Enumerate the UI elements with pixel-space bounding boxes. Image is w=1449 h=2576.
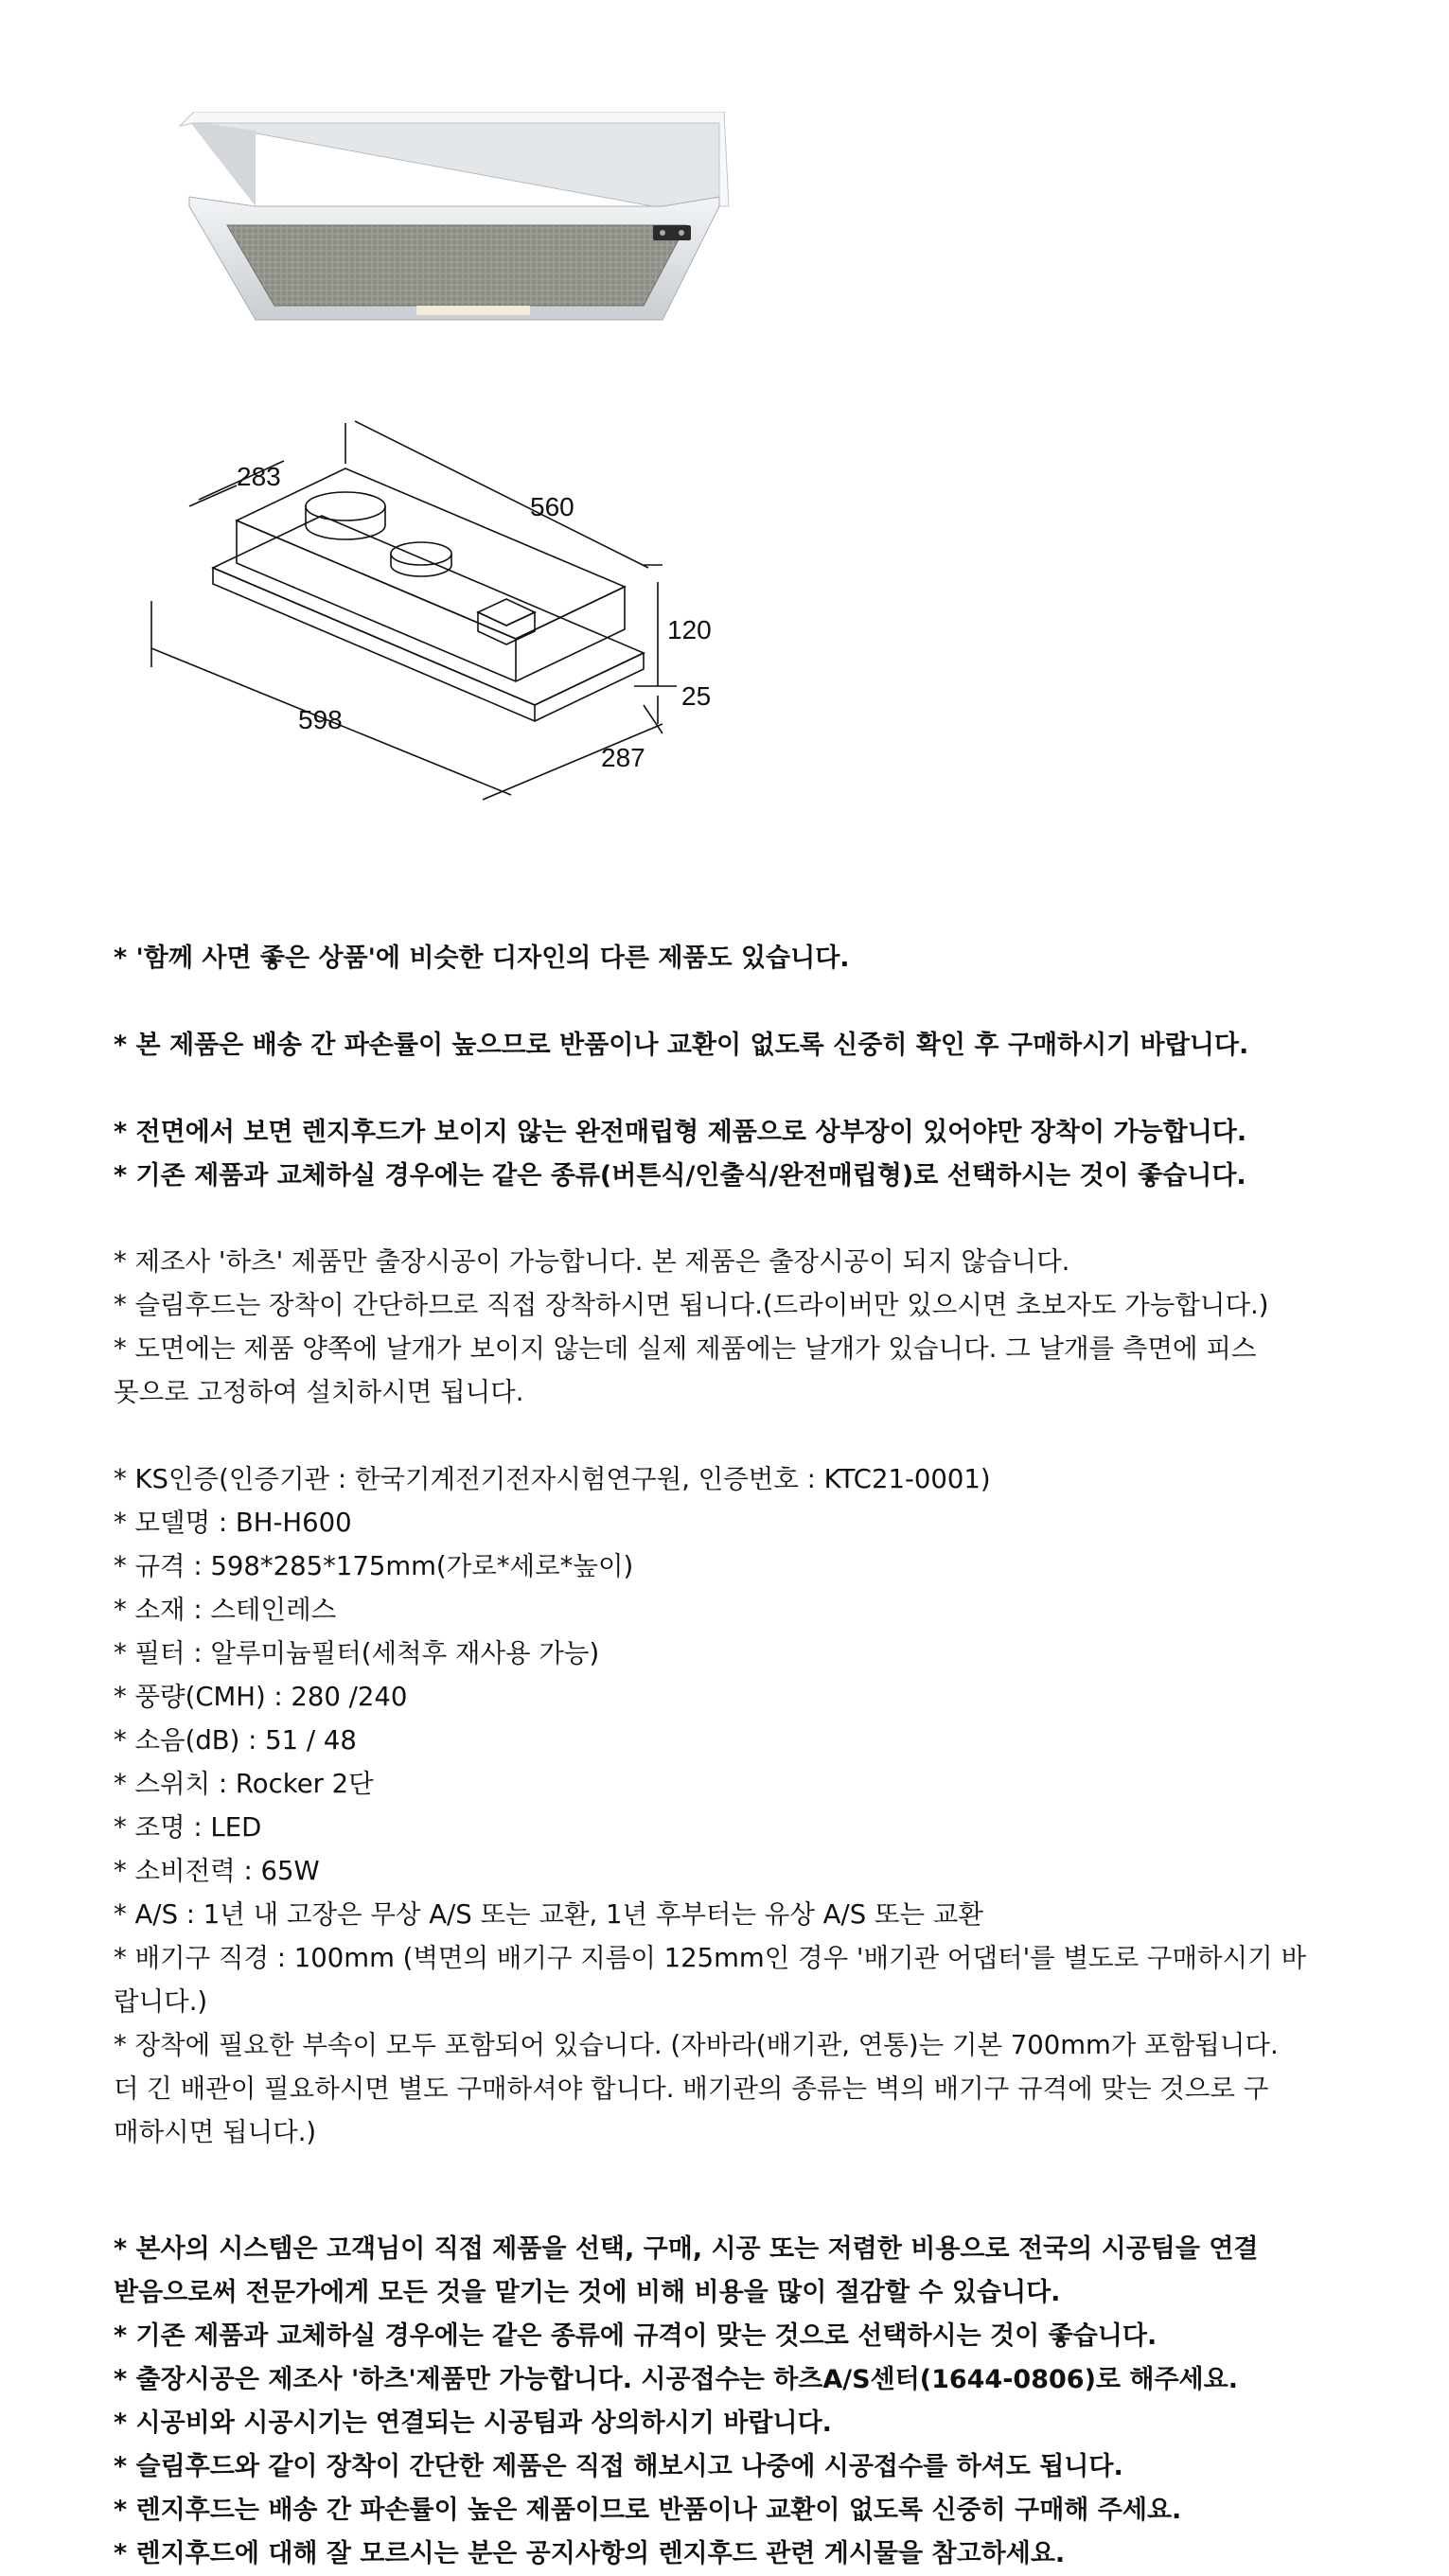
notice-line: * '함께 사면 좋은 상품'에 비슷한 디자인의 다른 제품도 있습니다. (114, 944, 850, 973)
install-note-line: * 제조사 '하츠' 제품만 출장시공이 가능합니다. 본 제품은 출장시공이 되지 않습니다. (114, 1246, 1070, 1277)
system-note-line: * 출장시공은 제조사 '하츠'제품만 가능합니다. 시공접수는 하츠A/S센터(1644-0806)로 해주세요. (114, 2365, 1238, 2394)
notice-line: * 전면에서 보면 렌지후드가 보이지 않는 완전매립형 제품으로 상부장이 있어야만 장착이 가능합니다. (114, 1118, 1247, 1147)
spec-list (114, 1457, 1363, 2154)
spec-line: * 배기구 직경 : 100mm (벽면의 배기구 지름이 125mm인 경우 '배기관 어댑터'를 별도로 구매하시기 바 (114, 1943, 1307, 1973)
dim-283: 283 (237, 462, 281, 491)
dim-120: 120 (667, 615, 712, 644)
install-note-line: * 도면에는 제품 양쪽에 날개가 보이지 않는데 실제 제품에는 날개가 있습니다. 그 날개를 측면에 피스 (114, 1333, 1257, 1364)
spec-line: * 소비전력 : 65W (114, 1856, 320, 1886)
dim-598: 598 (298, 705, 343, 734)
spec-line: * 장착에 필요한 부속이 모두 포함되어 있습니다. (자바라(배기관, 연통)는 기본 700mm가 포함됩니다. (114, 2030, 1279, 2060)
install-note-line: 못으로 고정하여 설치하시면 됩니다. (114, 1377, 524, 1407)
system-note-line: * 렌지후드는 배송 간 파손률이 높은 제품이므로 반품이나 교환이 없도록 신중히 구매해 주세요. (114, 2496, 1182, 2525)
system-notes (114, 2228, 1363, 2576)
notice-damage (114, 1024, 1363, 1067)
spec-line: 더 긴 배관이 필요하시면 별도 구매하셔야 합니다. 배기관의 종류는 벽의 배기구 규격에 맞는 것으로 구 (114, 2073, 1269, 2104)
spec-line: * 소재 : 스테인레스 (114, 1595, 337, 1625)
spec-line: * 소음(dB) : 51 / 48 (114, 1725, 357, 1756)
spec-line: * 모델명 : BH-H600 (114, 1508, 352, 1538)
spec-line: 매하시면 됩니다.) (114, 2117, 317, 2147)
dim-287: 287 (601, 743, 645, 772)
system-note-line: * 슬림후드와 같이 장착이 간단한 제품은 직접 해보시고 나중에 시공접수를 하셔도 됩니다. (114, 2452, 1123, 2481)
install-notes (114, 1240, 1363, 1414)
install-note-line: * 슬림후드는 장착이 간단하므로 직접 장착하시면 됩니다.(드라이버만 있으시면 초보자도 가능합니다.) (114, 1290, 1269, 1320)
dim-560: 560 (530, 492, 574, 521)
system-note-line: * 시공비와 시공시기는 연결되는 시공팀과 상의하시기 바랍니다. (114, 2408, 832, 2438)
spec-line: * 필터 : 알루미늄필터(세척후 재사용 가능) (114, 1638, 600, 1668)
notice-line: * 본 제품은 배송 간 파손률이 높으므로 반품이나 교환이 없도록 신중히 확인 후 구매하시기 바랍니다. (114, 1031, 1249, 1060)
notice-similar-products (114, 937, 1363, 980)
notice-install-type (114, 1111, 1363, 1198)
system-note-line: 받음으로써 전문가에게 모든 것을 맡기는 것에 비해 비용을 많이 절감할 수 있습니다. (114, 2278, 1061, 2307)
spec-line: * 풍량(CMH) : 280 /240 (114, 1682, 408, 1712)
dim-25: 25 (681, 681, 712, 711)
spec-line: 랍니다.) (114, 1986, 208, 2017)
product-photo (170, 112, 738, 339)
spec-line: * 조명 : LED (114, 1812, 262, 1843)
spec-line: * 규격 : 598*285*175mm(가로*세로*높이) (114, 1551, 634, 1581)
system-note-line: * 기존 제품과 교체하실 경우에는 같은 종류에 규격이 맞는 것으로 선택하시는 것이 좋습니다. (114, 2321, 1157, 2351)
system-note-line: * 렌지후드에 대해 잘 모르시는 분은 공지사항의 렌지후드 관련 게시물을 참고하세요. (114, 2539, 1066, 2568)
spec-line: * 스위치 : Rocker 2단 (114, 1769, 374, 1799)
notice-line: * 기존 제품과 교체하실 경우에는 같은 종류(버튼식/인출식/완전매립형)로 선택하시는 것이 좋습니다. (114, 1161, 1246, 1191)
system-note-line: * 본사의 시스템은 고객님이 직접 제품을 선택, 구매, 시공 또는 저렴한 비용으로 전국의 시공팀을 연결 (114, 2234, 1259, 2264)
dimension-drawing (133, 364, 738, 847)
spec-line: * A/S : 1년 내 고장은 무상 A/S 또는 교환, 1년 후부터는 유상 A/S 또는 교환 (114, 1899, 983, 1930)
spec-line: * KS인증(인증기관 : 한국기계전기전자시험연구원, 인증번호 : KTC21-0001) (114, 1464, 991, 1494)
